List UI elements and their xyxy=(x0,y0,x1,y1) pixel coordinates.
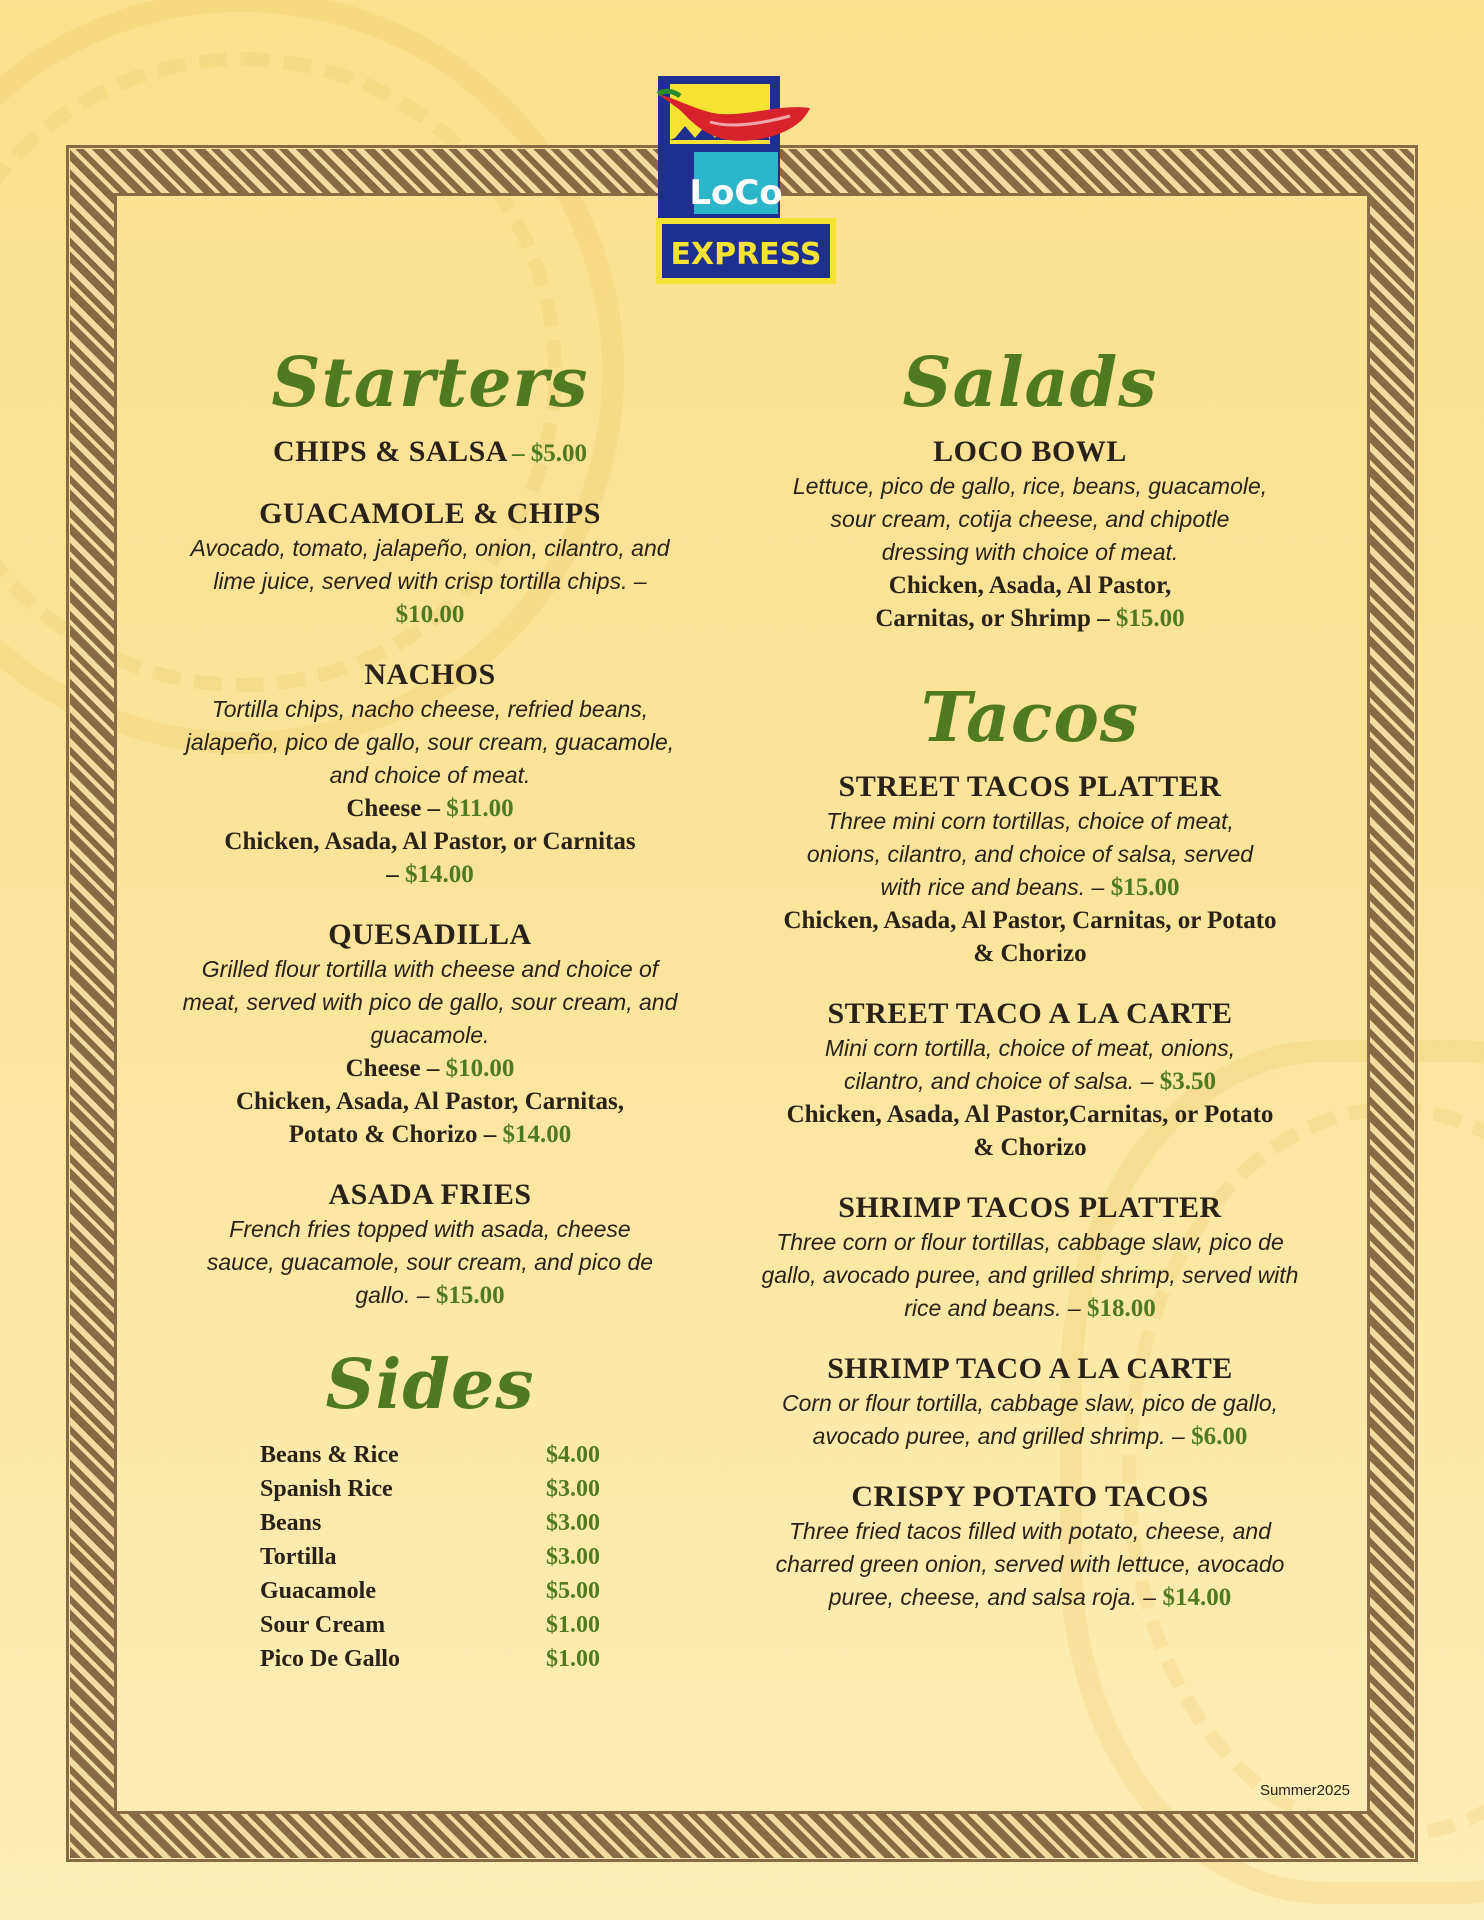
item-name: STREET TACOS PLATTER xyxy=(838,770,1222,803)
item-description xyxy=(180,532,680,631)
side-price: $3.00 xyxy=(546,1544,600,1570)
menu-item-guacamole-chips xyxy=(180,496,680,631)
item-description xyxy=(740,1515,1320,1614)
item-name: NACHOS xyxy=(364,658,496,691)
item-description: Grilled flour tortilla with cheese and choice of meat, served with pico de gallo, sour cream, and guacamole. xyxy=(182,956,678,1048)
menu-item-loco-bowl xyxy=(740,434,1320,635)
side-price: $4.00 xyxy=(546,1442,600,1468)
item-description: Tortilla chips, nacho cheese, refried beans, jalapeño, pico de gallo, sour cream, guacamole, and choice of meat. xyxy=(185,696,675,788)
item-description xyxy=(740,1226,1320,1325)
item-price: $14.00 xyxy=(1162,1584,1232,1611)
item-option-meat xyxy=(180,825,680,891)
item-price: $18.00 xyxy=(1087,1295,1156,1322)
side-item xyxy=(260,1540,600,1574)
menu-item-quesadilla xyxy=(180,917,680,1151)
side-name: Beans & Rice xyxy=(260,1442,399,1468)
menu-item-street-tacos-platter xyxy=(740,769,1320,970)
item-price: $6.00 xyxy=(1191,1423,1248,1450)
logo-text-express: EXPRESS xyxy=(670,237,822,272)
sides-heading: Sides xyxy=(325,1345,535,1425)
item-name: SHRIMP TACO A LA CARTE xyxy=(827,1352,1233,1385)
option-label: Chicken, Asada, Al Pastor, Carnitas, or Shrimp – xyxy=(875,572,1172,632)
menu-item-chips-salsa xyxy=(180,434,680,470)
item-option-meat xyxy=(180,1085,680,1151)
side-item xyxy=(260,1608,600,1642)
side-price: $3.00 xyxy=(546,1476,600,1502)
side-item xyxy=(260,1506,600,1540)
item-description-text: Avocado, tomato, jalapeño, onion, cilantro, and lime juice, served with crisp tortilla chips. – xyxy=(190,535,670,594)
option-price: $10.00 xyxy=(445,1055,515,1082)
item-description xyxy=(740,805,1320,904)
option-label: Cheese – xyxy=(345,1055,440,1082)
right-column xyxy=(740,340,1320,1640)
item-name: QUESADILLA xyxy=(328,918,532,951)
logo-text-loco: LoCo xyxy=(689,173,783,213)
item-meat-choices: Chicken, Asada, Al Pastor, Carnitas, or Potato & Chorizo xyxy=(783,907,1277,967)
item-option-meat xyxy=(740,569,1320,635)
item-name: GUACAMOLE & CHIPS xyxy=(259,497,601,530)
menu-item-street-taco-a-la-carte xyxy=(740,996,1320,1164)
option-label: Chicken, Asada, Al Pastor, Carnitas, Potato & Chorizo – xyxy=(235,1088,624,1148)
side-item xyxy=(260,1438,600,1472)
item-description: Lettuce, pico de gallo, rice, beans, guacamole, sour cream, cotija cheese, and chipotle dressing with choice of meat. xyxy=(792,473,1268,565)
side-price: $1.00 xyxy=(546,1612,600,1638)
tacos-heading: Tacos xyxy=(920,678,1140,758)
side-item xyxy=(260,1642,600,1676)
item-description-text: Three fried tacos filled with potato, cheese, and charred green onion, served with lettuce, avocado puree, cheese, and salsa roja. – xyxy=(775,1518,1285,1610)
option-price: $11.00 xyxy=(446,795,514,822)
item-price: $15.00 xyxy=(1110,874,1180,901)
side-item xyxy=(260,1472,600,1506)
item-description-text: Three mini corn tortillas, choice of meat, onions, cilantro, and choice of salsa, served with rice and beans. – xyxy=(806,808,1254,900)
side-name: Pico De Gallo xyxy=(260,1646,400,1672)
edition-label: Summer2025 xyxy=(1259,1782,1350,1799)
side-price: $5.00 xyxy=(546,1578,600,1604)
item-option-cheese xyxy=(180,792,680,825)
item-option-cheese xyxy=(180,1052,680,1085)
menu-item-shrimp-taco-a-la-carte xyxy=(740,1351,1320,1453)
item-description-text: French fries topped with asada, cheese sauce, guacamole, sour cream, and pico de gallo. – xyxy=(206,1216,654,1308)
side-item xyxy=(260,1574,600,1608)
menu-item-asada-fries xyxy=(180,1177,680,1312)
option-price: $14.00 xyxy=(405,861,474,888)
option-price: $14.00 xyxy=(502,1121,572,1148)
side-name: Sour Cream xyxy=(260,1612,386,1638)
option-label: Chicken, Asada, Al Pastor, or Carnitas – xyxy=(224,828,636,888)
loco-express-logo xyxy=(650,70,840,290)
item-price: $15.00 xyxy=(435,1282,505,1309)
sides-list xyxy=(260,1438,600,1676)
item-description xyxy=(740,1032,1320,1098)
item-name: CHIPS & SALSA xyxy=(273,435,508,468)
item-description xyxy=(180,1213,680,1312)
salads-heading: Salads xyxy=(902,343,1158,423)
item-description xyxy=(740,1387,1320,1453)
menu-item-nachos xyxy=(180,657,680,891)
item-description-text: Corn or flour tortilla, cabbage slaw, pico de gallo, avocado puree, and grilled shrimp. – xyxy=(781,1390,1279,1449)
item-name: SHRIMP TACOS PLATTER xyxy=(838,1191,1222,1224)
item-price: – $5.00 xyxy=(511,440,587,467)
item-description-text: Mini corn tortilla, choice of meat, onions, cilantro, and choice of salsa. – xyxy=(824,1035,1236,1094)
item-name: STREET TACO A LA CARTE xyxy=(827,997,1233,1030)
menu-item-shrimp-tacos-platter xyxy=(740,1190,1320,1325)
side-price: $3.00 xyxy=(546,1510,600,1536)
side-name: Spanish Rice xyxy=(260,1476,393,1502)
side-price: $1.00 xyxy=(546,1646,600,1672)
menu-item-crispy-potato-tacos xyxy=(740,1479,1320,1614)
item-price: $10.00 xyxy=(395,601,465,628)
side-name: Beans xyxy=(260,1510,322,1536)
option-price: $15.00 xyxy=(1115,605,1185,632)
item-name: CRISPY POTATO TACOS xyxy=(851,1480,1209,1513)
side-name: Guacamole xyxy=(260,1578,376,1604)
item-name: LOCO BOWL xyxy=(933,435,1127,468)
item-price: $3.50 xyxy=(1159,1068,1217,1095)
starters-heading: Starters xyxy=(271,343,589,423)
left-column xyxy=(180,340,680,1676)
item-meat-choices: Chicken, Asada, Al Pastor,Carnitas, or Potato & Chorizo xyxy=(786,1101,1274,1161)
item-description-text: Three corn or flour tortillas, cabbage slaw, pico de gallo, avocado puree, and grilled shrimp, served with rice and beans. – xyxy=(761,1229,1299,1321)
option-label: Cheese – xyxy=(346,795,441,822)
side-name: Tortilla xyxy=(260,1544,337,1570)
item-name: ASADA FRIES xyxy=(328,1178,532,1211)
